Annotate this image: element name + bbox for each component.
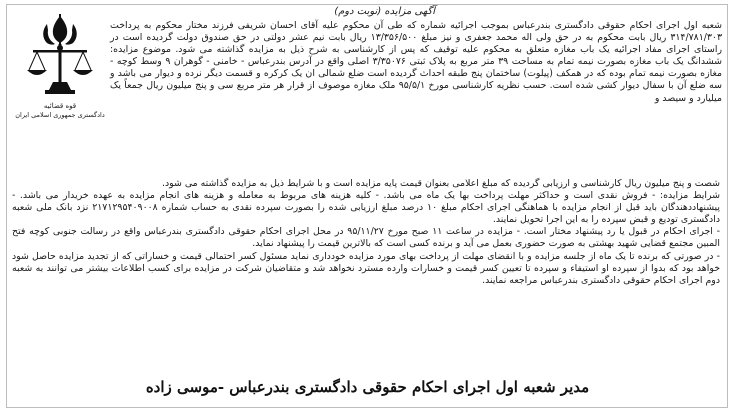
notice-body-top bbox=[110, 20, 722, 105]
iran-emblem-scales-icon bbox=[25, 12, 95, 100]
signature-line: مدیر شعبه اول اجرای احکام حقوقی دادگستری بندرعباس -موسی زاده bbox=[145, 378, 590, 396]
notice-heading: آگهی مزایده (نوبت دوم) bbox=[334, 6, 435, 17]
notice-body-bottom bbox=[12, 178, 720, 287]
notice-paragraph: - در صورتی که برنده تا یک ماه از جلسه مزایده و با انقضای مهلت از پرداخت بهای مورد مزایده خودداری نماید مسئول کسر احتمالی قیمت و خساراتی که از تجدید مزایده حاصل شود خواهد بود که بدوا از سپرده او استیفاء و سپرده تا تعیین کسر قیمت و خسارات وارده مسترد نخواهد شد و متقاضیان شرکت در مزایده برای کسب اطلاعات بیشتر می توانند به شعبه دوم اجرای احکام حقوقی دادگستری بندرعباس مراجعه نمایند. bbox=[12, 250, 720, 286]
notice-paragraph: شعبه اول اجرای احکام حقوقی دادگستری بندرعباس بموجب اجرائیه شماره که طی آن محکوم علیه آقای احسان شریفی فرزند مختار محکوم به پرداخت ۳۱۴/۷۸۱/۳۰۳ ریال بابت محکوم به در حق ولی اله محمد جعفری و نیز مبلغ ۱۳/۳۵۶/۵۰۰ ریال بابت نیم عشر دولتی در حق صندوق دولت گردیده است در راستای اجرای مفاد اجرائیه یک باب مغازه متعلق به محکوم علیه توقیف که پس از کارشناسی به شرح ذیل به مزایده گذاشته می شود. موضوع مزایده: ششدانگ یک باب مغازه بصورت نیمه تمام به مساحت ۳۹ متر مربع به پلاک ثبتی ۳/۳۵۰۷۶ اصلی واقع در آدرس بندرعباس - خامنی - گوهران ۹ وسط کوچه - مغازه بصورت نیمه تمام بوده که در همکف (پیلوت) ساختمان پنج طبقه احداث گردیده است ضلع شمالی ان یک کرکره و قسمت دیگر نرده و دیوار می باشد و سه ضلع آن با سفال دیوار کشی شده است. حسب نظریه کارشناسی مورخ ۹۵/۵/۱ ملک مغازه موصوف از قرار هر متر مربع سی و پنج میلیون ریال جمعاً یک میلیارد و سیصد و bbox=[110, 20, 722, 104]
notice-paragraph: شرایط مزایده: - فروش نقدی است و حداکثر مهلت پرداخت بها یک ماه می باشد. - کلیه هزینه های مربوط به معامله و هزینه های انجام مزایده به عهده خریدار می باشد. - پیشنهاددهندگان باید قبل از انجام مزایده با هماهنگی اجرای احکام مبلغ ۱۰ درصد مبلغ ارزیابی شده را بصورت سپرده نقدی به حساب شماره ۲۱۷۱۲۹۵۴۰۹۰۰۸ نزد بانک ملی شعبه دادگستری تودیع و قبض سپرده را به این اجرا تحویل نمایند. bbox=[12, 190, 720, 226]
notice-paragraph: شصت و پنج میلیون ریال کارشناسی و ارزیابی گردیده که مبلغ اعلامی بعنوان قیمت پایه مزایده است و با شرایط ذیل به مزایده گذاشته می شود. bbox=[162, 178, 720, 189]
emblem-caption-top: قوه قضائیه bbox=[43, 102, 77, 110]
emblem-caption-bottom: دادگستری جمهوری اسلامی ایران bbox=[15, 111, 105, 119]
notice-paragraph: - اجرای احکام در قبول یا رد پیشنهاد مختار است. - مزایده در ساعت ۱۱ صبح مورخ ۹۵/۱۱/۲۷ در محل اجرای احکام حقوقی دادگستری بندرعباس واقع در رسالت جنوبی کوچه فتح المبین مجتمع قضایی شهید بهشتی به صورت حضوری بعمل می آید و برنده کسی است که بالاترین قیمت را پیشنهاد نماید. bbox=[12, 226, 720, 250]
judiciary-emblem bbox=[14, 12, 106, 132]
